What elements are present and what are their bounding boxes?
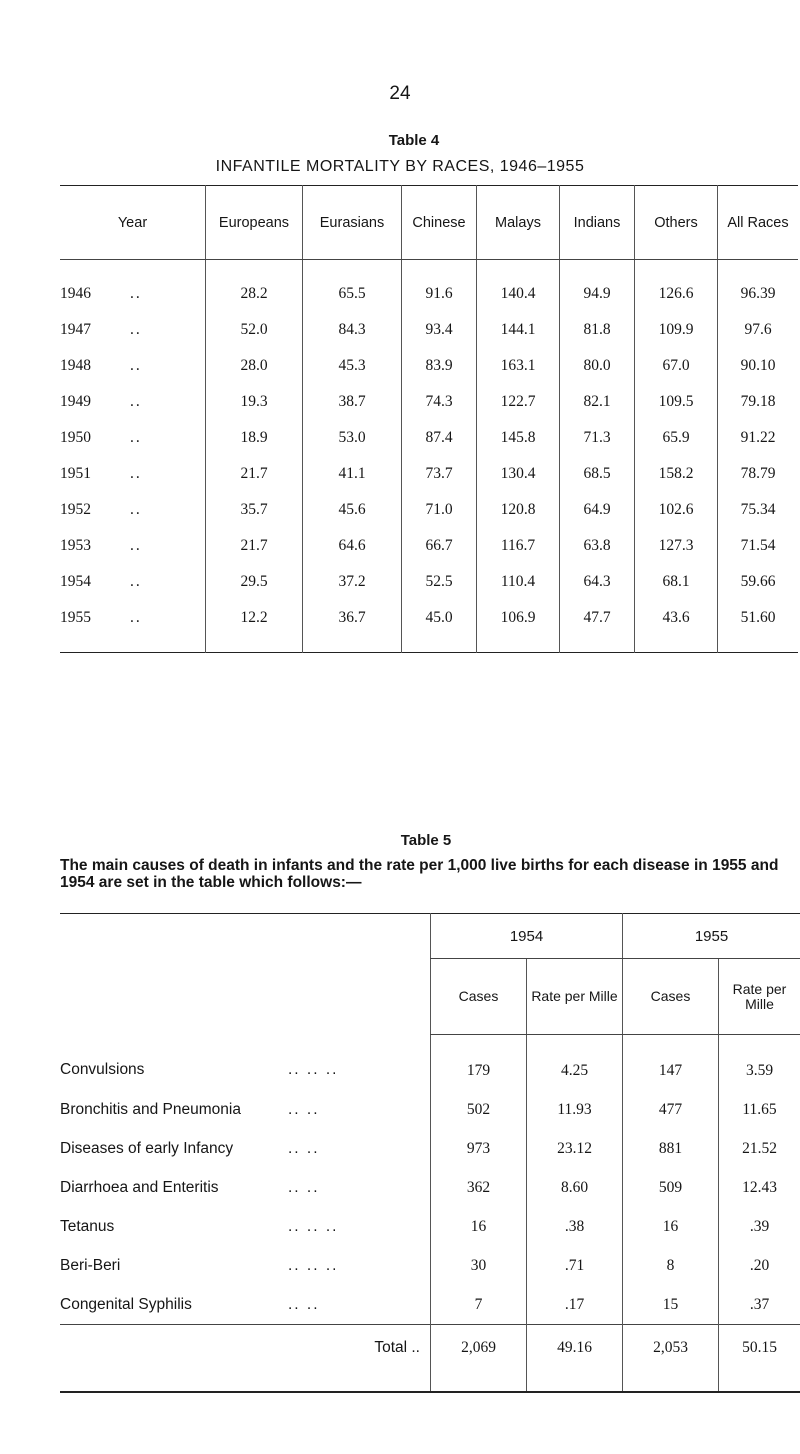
cell-1954-cases: 30 <box>431 1246 527 1285</box>
cell-malays: 120.8 <box>477 492 560 528</box>
page-number: 24 <box>389 83 411 104</box>
cell-1955-cases: 16 <box>623 1207 719 1246</box>
dot-leader: .. <box>130 321 142 338</box>
cell-eurasians: 45.3 <box>303 348 402 384</box>
header-eurasians: Eurasians <box>303 186 402 260</box>
year-cell <box>60 260 206 313</box>
year-label: 1952 <box>60 501 91 518</box>
cause-label: Diseases of early Infancy <box>60 1139 234 1157</box>
year-label: 1946 <box>60 285 91 302</box>
cell-indians: 68.5 <box>560 456 635 492</box>
cell-1955-cases: 8 <box>623 1246 719 1285</box>
year-cell <box>60 456 206 492</box>
table4-subtitle: INFANTILE MORTALITY BY RACES, 1946–1955 <box>215 158 585 175</box>
cause-label: Diarrhoea and Enteritis <box>60 1178 219 1196</box>
cell-1954-rate: .38 <box>527 1207 623 1246</box>
cell-europeans: 19.3 <box>206 384 303 420</box>
cell-eurasians: 38.7 <box>303 384 402 420</box>
cell-all-races: 90.10 <box>718 348 799 384</box>
cell-chinese: 45.0 <box>402 600 477 653</box>
cell-others: 109.5 <box>635 384 718 420</box>
cause-cell <box>60 1129 431 1168</box>
cell-others: 127.3 <box>635 528 718 564</box>
cell-all-races: 51.60 <box>718 600 799 653</box>
year-cell <box>60 528 206 564</box>
cell-chinese: 71.0 <box>402 492 477 528</box>
total-1954-cases: 2,069 <box>431 1325 527 1393</box>
cell-europeans: 35.7 <box>206 492 303 528</box>
dot-leader: .. .. <box>288 1295 320 1313</box>
cell-malays: 130.4 <box>477 456 560 492</box>
cell-all-races: 79.18 <box>718 384 799 420</box>
dot-leader: .. .. <box>288 1100 320 1118</box>
cell-indians: 71.3 <box>560 420 635 456</box>
table4-header-row <box>60 186 798 260</box>
header-1955-rate: Rate per Mille <box>719 959 800 1035</box>
table-row <box>60 1090 800 1129</box>
cell-1955-rate: .20 <box>719 1246 800 1285</box>
header-others: Others <box>635 186 718 260</box>
cause-cell <box>60 1090 431 1129</box>
header-1954-cases: Cases <box>431 959 527 1035</box>
cell-1954-rate: 11.93 <box>527 1090 623 1129</box>
dot-leader: .. .. .. <box>288 1217 339 1235</box>
dot-leader: .. <box>130 357 142 374</box>
total-1955-cases: 2,053 <box>623 1325 719 1393</box>
cell-all-races: 97.6 <box>718 312 799 348</box>
cell-indians: 80.0 <box>560 348 635 384</box>
table-row <box>60 1168 800 1207</box>
cell-all-races: 96.39 <box>718 260 799 313</box>
cause-label: Tetanus <box>60 1217 115 1235</box>
infant-mortality-by-race-table <box>60 185 798 653</box>
cell-europeans: 28.0 <box>206 348 303 384</box>
table-row <box>60 1035 800 1091</box>
year-label: 1949 <box>60 393 91 410</box>
cell-europeans: 18.9 <box>206 420 303 456</box>
cell-1954-cases: 179 <box>431 1035 527 1091</box>
cell-1954-cases: 362 <box>431 1168 527 1207</box>
cell-europeans: 29.5 <box>206 564 303 600</box>
table-row <box>60 260 798 313</box>
cause-cell <box>60 1207 431 1246</box>
year-cell <box>60 600 206 653</box>
cell-indians: 63.8 <box>560 528 635 564</box>
table-row <box>60 564 798 600</box>
cause-label: Bronchitis and Pneumonia <box>60 1100 241 1118</box>
cell-others: 158.2 <box>635 456 718 492</box>
cell-1954-rate: 4.25 <box>527 1035 623 1091</box>
cell-others: 109.9 <box>635 312 718 348</box>
cell-eurasians: 37.2 <box>303 564 402 600</box>
cell-others: 43.6 <box>635 600 718 653</box>
cell-1955-cases: 477 <box>623 1090 719 1129</box>
cell-malays: 140.4 <box>477 260 560 313</box>
year-label: 1947 <box>60 321 91 338</box>
cause-cell <box>60 1168 431 1207</box>
cell-1954-cases: 502 <box>431 1090 527 1129</box>
cell-malays: 116.7 <box>477 528 560 564</box>
cell-others: 102.6 <box>635 492 718 528</box>
header-all-races: All Races <box>718 186 799 260</box>
dot-leader: .. <box>130 501 142 518</box>
cell-indians: 64.3 <box>560 564 635 600</box>
cell-all-races: 75.34 <box>718 492 799 528</box>
cell-eurasians: 84.3 <box>303 312 402 348</box>
cell-others: 67.0 <box>635 348 718 384</box>
cell-malays: 110.4 <box>477 564 560 600</box>
dot-leader: .. <box>130 285 142 302</box>
year-cell <box>60 348 206 384</box>
dot-leader: .. .. .. <box>288 1061 339 1079</box>
cell-chinese: 91.6 <box>402 260 477 313</box>
cell-europeans: 28.2 <box>206 260 303 313</box>
cell-indians: 82.1 <box>560 384 635 420</box>
dot-leader: .. <box>130 429 142 446</box>
dot-leader: .. .. <box>288 1178 320 1196</box>
header-malays: Malays <box>477 186 560 260</box>
table-row <box>60 1246 800 1285</box>
total-1954-rate: 49.16 <box>527 1325 623 1393</box>
header-1955-cases: Cases <box>623 959 719 1035</box>
cell-europeans: 21.7 <box>206 456 303 492</box>
cell-indians: 81.8 <box>560 312 635 348</box>
year-label: 1954 <box>60 573 91 590</box>
cell-indians: 94.9 <box>560 260 635 313</box>
table-row <box>60 492 798 528</box>
cell-chinese: 52.5 <box>402 564 477 600</box>
cell-1955-rate: 12.43 <box>719 1168 800 1207</box>
cell-1955-cases: 881 <box>623 1129 719 1168</box>
cell-chinese: 74.3 <box>402 384 477 420</box>
table-row <box>60 1285 800 1325</box>
header-year: Year <box>60 186 206 260</box>
table-row <box>60 1207 800 1246</box>
year-cell <box>60 312 206 348</box>
cause-header-blank <box>60 914 431 1035</box>
year-cell <box>60 564 206 600</box>
cell-all-races: 71.54 <box>718 528 799 564</box>
cell-1954-rate: .17 <box>527 1285 623 1325</box>
cell-europeans: 21.7 <box>206 528 303 564</box>
dot-leader: .. <box>130 393 142 410</box>
cell-eurasians: 36.7 <box>303 600 402 653</box>
cell-all-races: 91.22 <box>718 420 799 456</box>
cell-eurasians: 64.6 <box>303 528 402 564</box>
cell-1954-rate: 23.12 <box>527 1129 623 1168</box>
cell-malays: 106.9 <box>477 600 560 653</box>
cell-others: 126.6 <box>635 260 718 313</box>
header-year-1955: 1955 <box>623 914 800 959</box>
dot-leader: .. <box>130 537 142 554</box>
header-chinese: Chinese <box>402 186 477 260</box>
cell-eurasians: 45.6 <box>303 492 402 528</box>
table5-intro: The main causes of death in infants and the rate per 1,000 live births for each disease in 1955 and 1954 are set in the table which follows:— <box>60 857 779 891</box>
cell-1955-rate: .39 <box>719 1207 800 1246</box>
year-label: 1948 <box>60 357 91 374</box>
cause-cell <box>60 1035 431 1091</box>
cell-malays: 145.8 <box>477 420 560 456</box>
table-row <box>60 1129 800 1168</box>
cell-chinese: 73.7 <box>402 456 477 492</box>
table-row <box>60 420 798 456</box>
dot-leader: .. .. .. <box>288 1256 339 1274</box>
dot-leader: .. <box>130 609 142 626</box>
cause-cell <box>60 1285 431 1325</box>
cell-all-races: 78.79 <box>718 456 799 492</box>
total-label: Total .. <box>60 1325 431 1393</box>
cell-europeans: 12.2 <box>206 600 303 653</box>
total-row <box>60 1325 800 1393</box>
cell-1955-cases: 509 <box>623 1168 719 1207</box>
year-label: 1951 <box>60 465 91 482</box>
year-label: 1953 <box>60 537 91 554</box>
dot-leader: .. .. <box>288 1139 320 1157</box>
year-cell <box>60 420 206 456</box>
table-row <box>60 348 798 384</box>
cell-1955-cases: 147 <box>623 1035 719 1091</box>
cell-malays: 163.1 <box>477 348 560 384</box>
table4-title: Table 4 <box>388 132 440 149</box>
table-row <box>60 456 798 492</box>
cell-eurasians: 53.0 <box>303 420 402 456</box>
cell-eurasians: 65.5 <box>303 260 402 313</box>
cell-eurasians: 41.1 <box>303 456 402 492</box>
cell-chinese: 83.9 <box>402 348 477 384</box>
year-cell <box>60 384 206 420</box>
table5-title: Table 5 <box>400 832 452 849</box>
cell-1955-rate: 11.65 <box>719 1090 800 1129</box>
cell-1955-rate: .37 <box>719 1285 800 1325</box>
cell-chinese: 66.7 <box>402 528 477 564</box>
cell-1954-cases: 7 <box>431 1285 527 1325</box>
cell-1954-rate: 8.60 <box>527 1168 623 1207</box>
dot-leader: .. <box>130 465 142 482</box>
cell-chinese: 87.4 <box>402 420 477 456</box>
table5-year-header-row <box>60 914 800 959</box>
cell-1954-cases: 973 <box>431 1129 527 1168</box>
cell-1955-rate: 21.52 <box>719 1129 800 1168</box>
table-row <box>60 528 798 564</box>
cell-others: 65.9 <box>635 420 718 456</box>
cell-indians: 64.9 <box>560 492 635 528</box>
cause-label: Beri-Beri <box>60 1256 121 1274</box>
cell-malays: 122.7 <box>477 384 560 420</box>
header-year-1954: 1954 <box>431 914 623 959</box>
cell-chinese: 93.4 <box>402 312 477 348</box>
header-1954-rate: Rate per Mille <box>527 959 623 1035</box>
cell-europeans: 52.0 <box>206 312 303 348</box>
cell-1954-cases: 16 <box>431 1207 527 1246</box>
cell-malays: 144.1 <box>477 312 560 348</box>
cell-1954-rate: .71 <box>527 1246 623 1285</box>
cause-label: Congenital Syphilis <box>60 1295 192 1313</box>
cell-1955-cases: 15 <box>623 1285 719 1325</box>
dot-leader: .. <box>130 573 142 590</box>
header-europeans: Europeans <box>206 186 303 260</box>
cell-others: 68.1 <box>635 564 718 600</box>
cell-all-races: 59.66 <box>718 564 799 600</box>
table-row <box>60 600 798 653</box>
total-1955-rate: 50.15 <box>719 1325 800 1393</box>
infant-death-causes-table <box>60 913 800 1393</box>
cause-label: Convulsions <box>60 1061 145 1079</box>
header-indians: Indians <box>560 186 635 260</box>
cell-indians: 47.7 <box>560 600 635 653</box>
year-cell <box>60 492 206 528</box>
cause-cell <box>60 1246 431 1285</box>
year-label: 1950 <box>60 429 91 446</box>
table-row <box>60 312 798 348</box>
cell-1955-rate: 3.59 <box>719 1035 800 1091</box>
year-label: 1955 <box>60 609 91 626</box>
table-row <box>60 384 798 420</box>
